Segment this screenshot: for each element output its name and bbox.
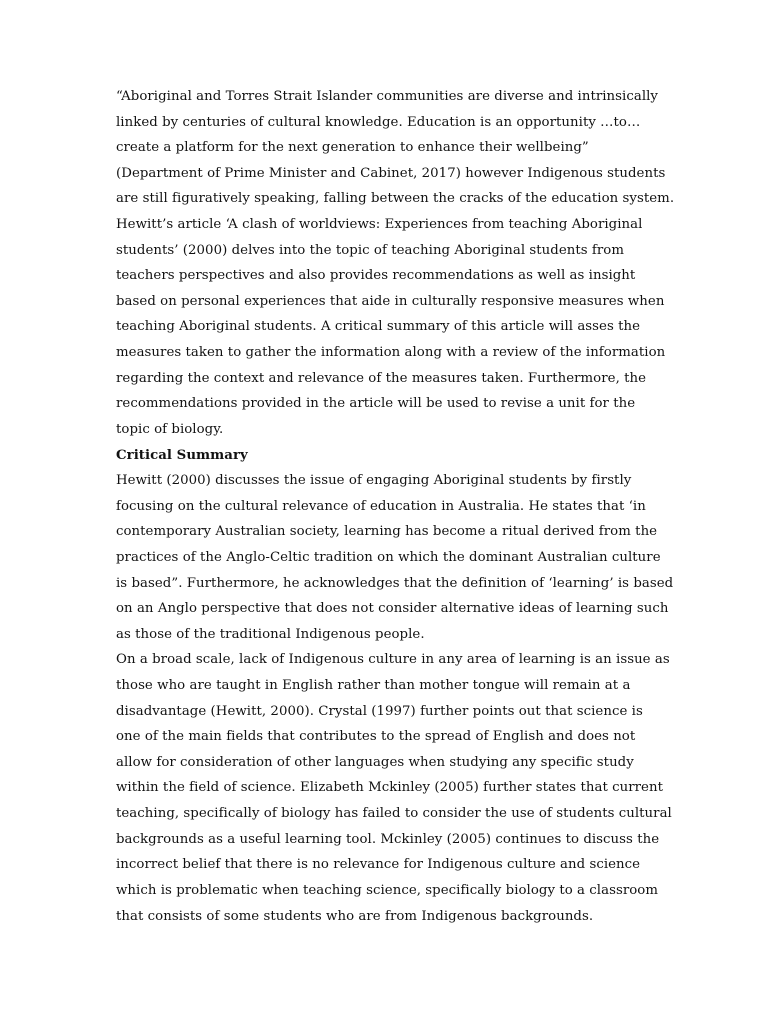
text-line: On a broad scale, lack of Indigenous culture in any area of learning is an issue as — [116, 652, 670, 668]
text-line: students’ (2000) delves into the topic of teaching Aboriginal students from — [116, 242, 625, 258]
text-line: teaching Aboriginal students. A critical summary of this article will asses the — [116, 319, 641, 335]
text-line: practices of the Anglo-Celtic tradition on which the dominant Australian culture — [116, 549, 661, 565]
text-line: create a platform for the next generation to enhance their wellbeing” — [116, 140, 589, 156]
text-line: incorrect belief that there is no relevance for Indigenous culture and science — [116, 857, 641, 873]
text-line: measures taken to gather the information along with a review of the information — [116, 345, 666, 361]
intro-paragraph — [116, 84, 675, 443]
document-body — [116, 84, 675, 929]
text-line: disadvantage (Hewitt, 2000). Crystal (1997) further points out that science is — [116, 703, 643, 719]
discussion-paragraph — [116, 647, 672, 929]
text-line: which is problematic when teaching science, specifically biology to a classroom — [116, 882, 658, 898]
text-line: is based”. Furthermore, he acknowledges that the definition of ‘learning’ is based — [116, 575, 674, 591]
text-line: those who are taught in English rather than mother tongue will remain at a — [116, 678, 631, 694]
text-line: regarding the context and relevance of the measures taken. Furthermore, the — [116, 370, 647, 386]
text-line: on an Anglo perspective that does not consider alternative ideas of learning such — [116, 601, 669, 617]
text-line: Hewitt (2000) discusses the issue of engaging Aboriginal students by firstly — [116, 473, 632, 489]
text-line: within the field of science. Elizabeth Mckinley (2005) further states that current — [116, 780, 663, 796]
text-line: teaching, specifically of biology has failed to consider the use of students cultural — [116, 806, 672, 822]
summary-paragraph — [116, 468, 674, 647]
text-line: teachers perspectives and also provides recommendations as well as insight — [116, 268, 636, 284]
text-line: recommendations provided in the article will be used to revise a unit for the — [116, 396, 636, 412]
text-line: “Aboriginal and Torres Strait Islander communities are diverse and intrinsically — [116, 89, 658, 104]
text-line: (Department of Prime Minister and Cabinet, 2017) however Indigenous students — [116, 165, 666, 181]
text-line: based on personal experiences that aide in culturally responsive measures when — [116, 293, 665, 309]
section-heading: Critical Summary — [116, 447, 248, 463]
text-line: contemporary Australian society, learning has become a ritual derived from the — [116, 524, 658, 540]
text-line: Hewitt’s article ‘A clash of worldviews: Experiences from teaching Aboriginal — [116, 217, 643, 233]
text-line: topic of biology. — [116, 421, 224, 437]
text-line: that consists of some students who are from Indigenous backgrounds. — [116, 908, 594, 924]
text-line: linked by centuries of cultural knowledge. Education is an opportunity …to… — [116, 114, 641, 130]
text-line: backgrounds as a useful learning tool. Mckinley (2005) continues to discuss the — [116, 831, 660, 847]
text-line: as those of the traditional Indigenous people. — [116, 626, 425, 642]
text-line: one of the main fields that contributes to the spread of English and does not — [116, 729, 636, 745]
text-line: are still figuratively speaking, falling between the cracks of the education system. — [116, 191, 675, 207]
text-line: allow for consideration of other languages when studying any specific study — [116, 754, 634, 770]
text-line: focusing on the cultural relevance of education in Australia. He states that ‘in — [116, 498, 646, 514]
